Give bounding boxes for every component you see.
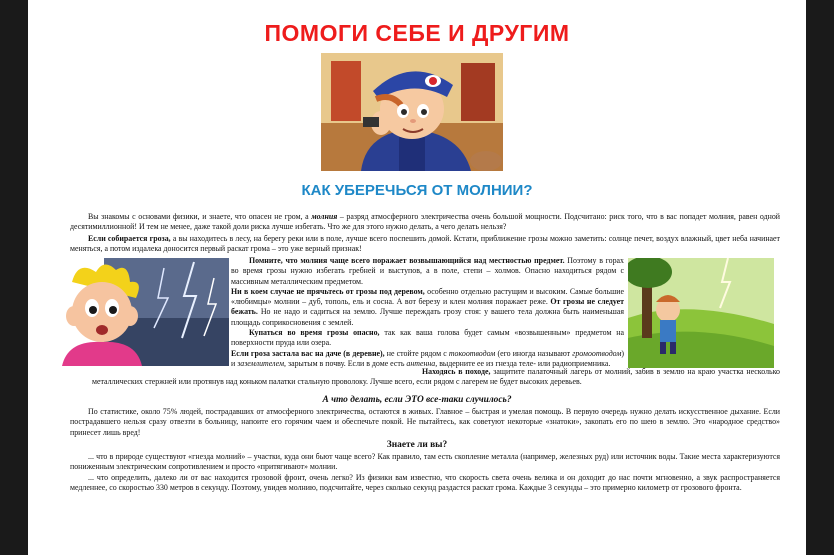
did-you-know-fact-1: ... что в природе существуют «гнезда молний» – участки, куда они бьют чаще всего? Как правило, там есть скопление металла (например, железных руд) или источник воды. Такие места характеризуются пониженным электрическим сопротивлением и просто «притягивают» молнии. <box>70 452 780 472</box>
hike-bold: Находясь в походе, <box>422 367 491 376</box>
intro-text-a: Вы знакомы с основами физики, и знаете, что опасен не гром, а <box>88 212 312 221</box>
dacha-text-b: (его иногда называют <box>495 348 573 358</box>
what-to-do-text: По статистике, около 75% людей, пострадавших от атмосферного электричества, остаются в живых. Главное – быстрая и умелая помощь. В первую очередь нужно делать искусственное дыхание. Если пострадавшего нельзя сразу отвезти в больницу, напоите его горячим чаем и обеспечьте покой. Не пытайтесь, как советуют некоторые «знатоки», закопать его по шею в землю. Это «народное средство» принесет лишь вред! <box>70 407 780 437</box>
dacha-italic-2: громоотводом <box>572 348 622 358</box>
poster-page <box>28 0 806 555</box>
intro-text-b: – разряд атмосферного электричества очень большой мощности. Подсчитано: риск того, что в вас попадет молния, равен одной десятимиллионной! И тем не менее, даже такой доли риска лучше избегать. Что же для этого нужно делать, а чего делать нельзя? <box>70 212 781 232</box>
did-you-know-heading: Знаете ли вы? <box>386 440 448 450</box>
dacha-italic-1: токоотводом <box>448 348 496 358</box>
boy-under-tree-illustration <box>628 258 774 368</box>
dacha-text-c: ) и <box>231 348 625 368</box>
dont-run-bold: От грозы не следует бежать. <box>231 297 624 317</box>
page-title: ПОМОГИ СЕБЕ И ДРУГИМ <box>264 20 570 46</box>
storm-gathering-bold: Если собирается гроза, <box>88 234 171 243</box>
middle-column-text <box>231 256 624 369</box>
firefighter-boy-illustration <box>321 53 503 171</box>
intro-paragraph-2 <box>70 234 780 255</box>
dacha-bold: Если гроза застала вас на даче (в деревне), <box>231 348 385 358</box>
intro-emphasis: молния <box>311 212 338 221</box>
swimming-text: так как ваша голова будет самым «возвышенным» предметом на поверхности пруда или озера. <box>231 328 624 348</box>
remember-bold: Помните, что молния чаще всего поражает возвышающийся над местностью предмет. <box>249 256 565 265</box>
what-to-do-heading: А что делать, если ЭТО все-таки случилось? <box>322 395 512 405</box>
section-heading-lightning: КАК УБЕРЕЧЬСЯ ОТ МОЛНИИ? <box>301 182 533 199</box>
dacha-text-d: зарытым в почву. Если в доме есть <box>286 358 407 368</box>
intro-paragraph-1 <box>70 212 780 233</box>
scared-boy-lightning-illustration <box>44 258 229 366</box>
storm-gathering-text: а вы находитесь в лесу, на берегу реки или в поле, лучше всего поспешить домой. Кстати, приближение грозы можно заметить: солнце печет, воздух влажный, цвет неба начинает меняться, а потом издалека доносится первый раскат грома – это уже верный признак! <box>70 234 780 254</box>
tree-warning-bold: Ни в коем случае не прячьтесь от грозы под деревом, <box>231 286 425 296</box>
dont-run-text: Но не надо и садиться на землю. Лучше переждать грозу стоя: у вашего тела должна быть наименьшая площадь соприкосновения с землей. <box>231 307 624 327</box>
hike-paragraph <box>92 367 780 388</box>
dacha-italic-4: антенна, <box>406 358 438 368</box>
dacha-italic-3: заземлителем, <box>237 358 286 368</box>
dacha-text-a: не стойте рядом с <box>384 348 449 358</box>
did-you-know-fact-2: ... что определить, далеко ли от вас находится грозовой фронт, очень легко? Из физики вам известно, что скорость света очень велика и он доходит до нас почти мгновенно, а звук распространяется медленнее, со скоростью 330 метров в секунду. Поэтому, увидев молнию, подсчитайте, через сколько секунд раздастся раскат грома. Каждые 3 секунды – это примерно километр от грозового фронта. <box>70 473 780 493</box>
dacha-text-e: выдерните ее из гнезда теле- или радиоприемника. <box>437 358 611 368</box>
hike-text: защитите палаточный лагерь от молний, забив в землю на краю участка несколько металлических стержней или протянув над коньком палатки стальную проволоку. Лучше всего, если рядом с лагерем не будет высоких деревьев. <box>92 367 780 387</box>
tree-warning-text: особенно отдельно растущим и высоким. Самые большие «любимцы» молнии – дуб, тополь, ель и сосна. А вот березу и клен молния поражает реже. <box>231 286 624 307</box>
remember-text: Поэтому в горах во время грозы нужно избегать гребней и выступов, а в поле, степи – холмов. Опасно находиться рядом с массивным металлическим предметом. <box>231 256 624 286</box>
swimming-bold: Купаться во время грозы опасно, <box>249 328 380 338</box>
